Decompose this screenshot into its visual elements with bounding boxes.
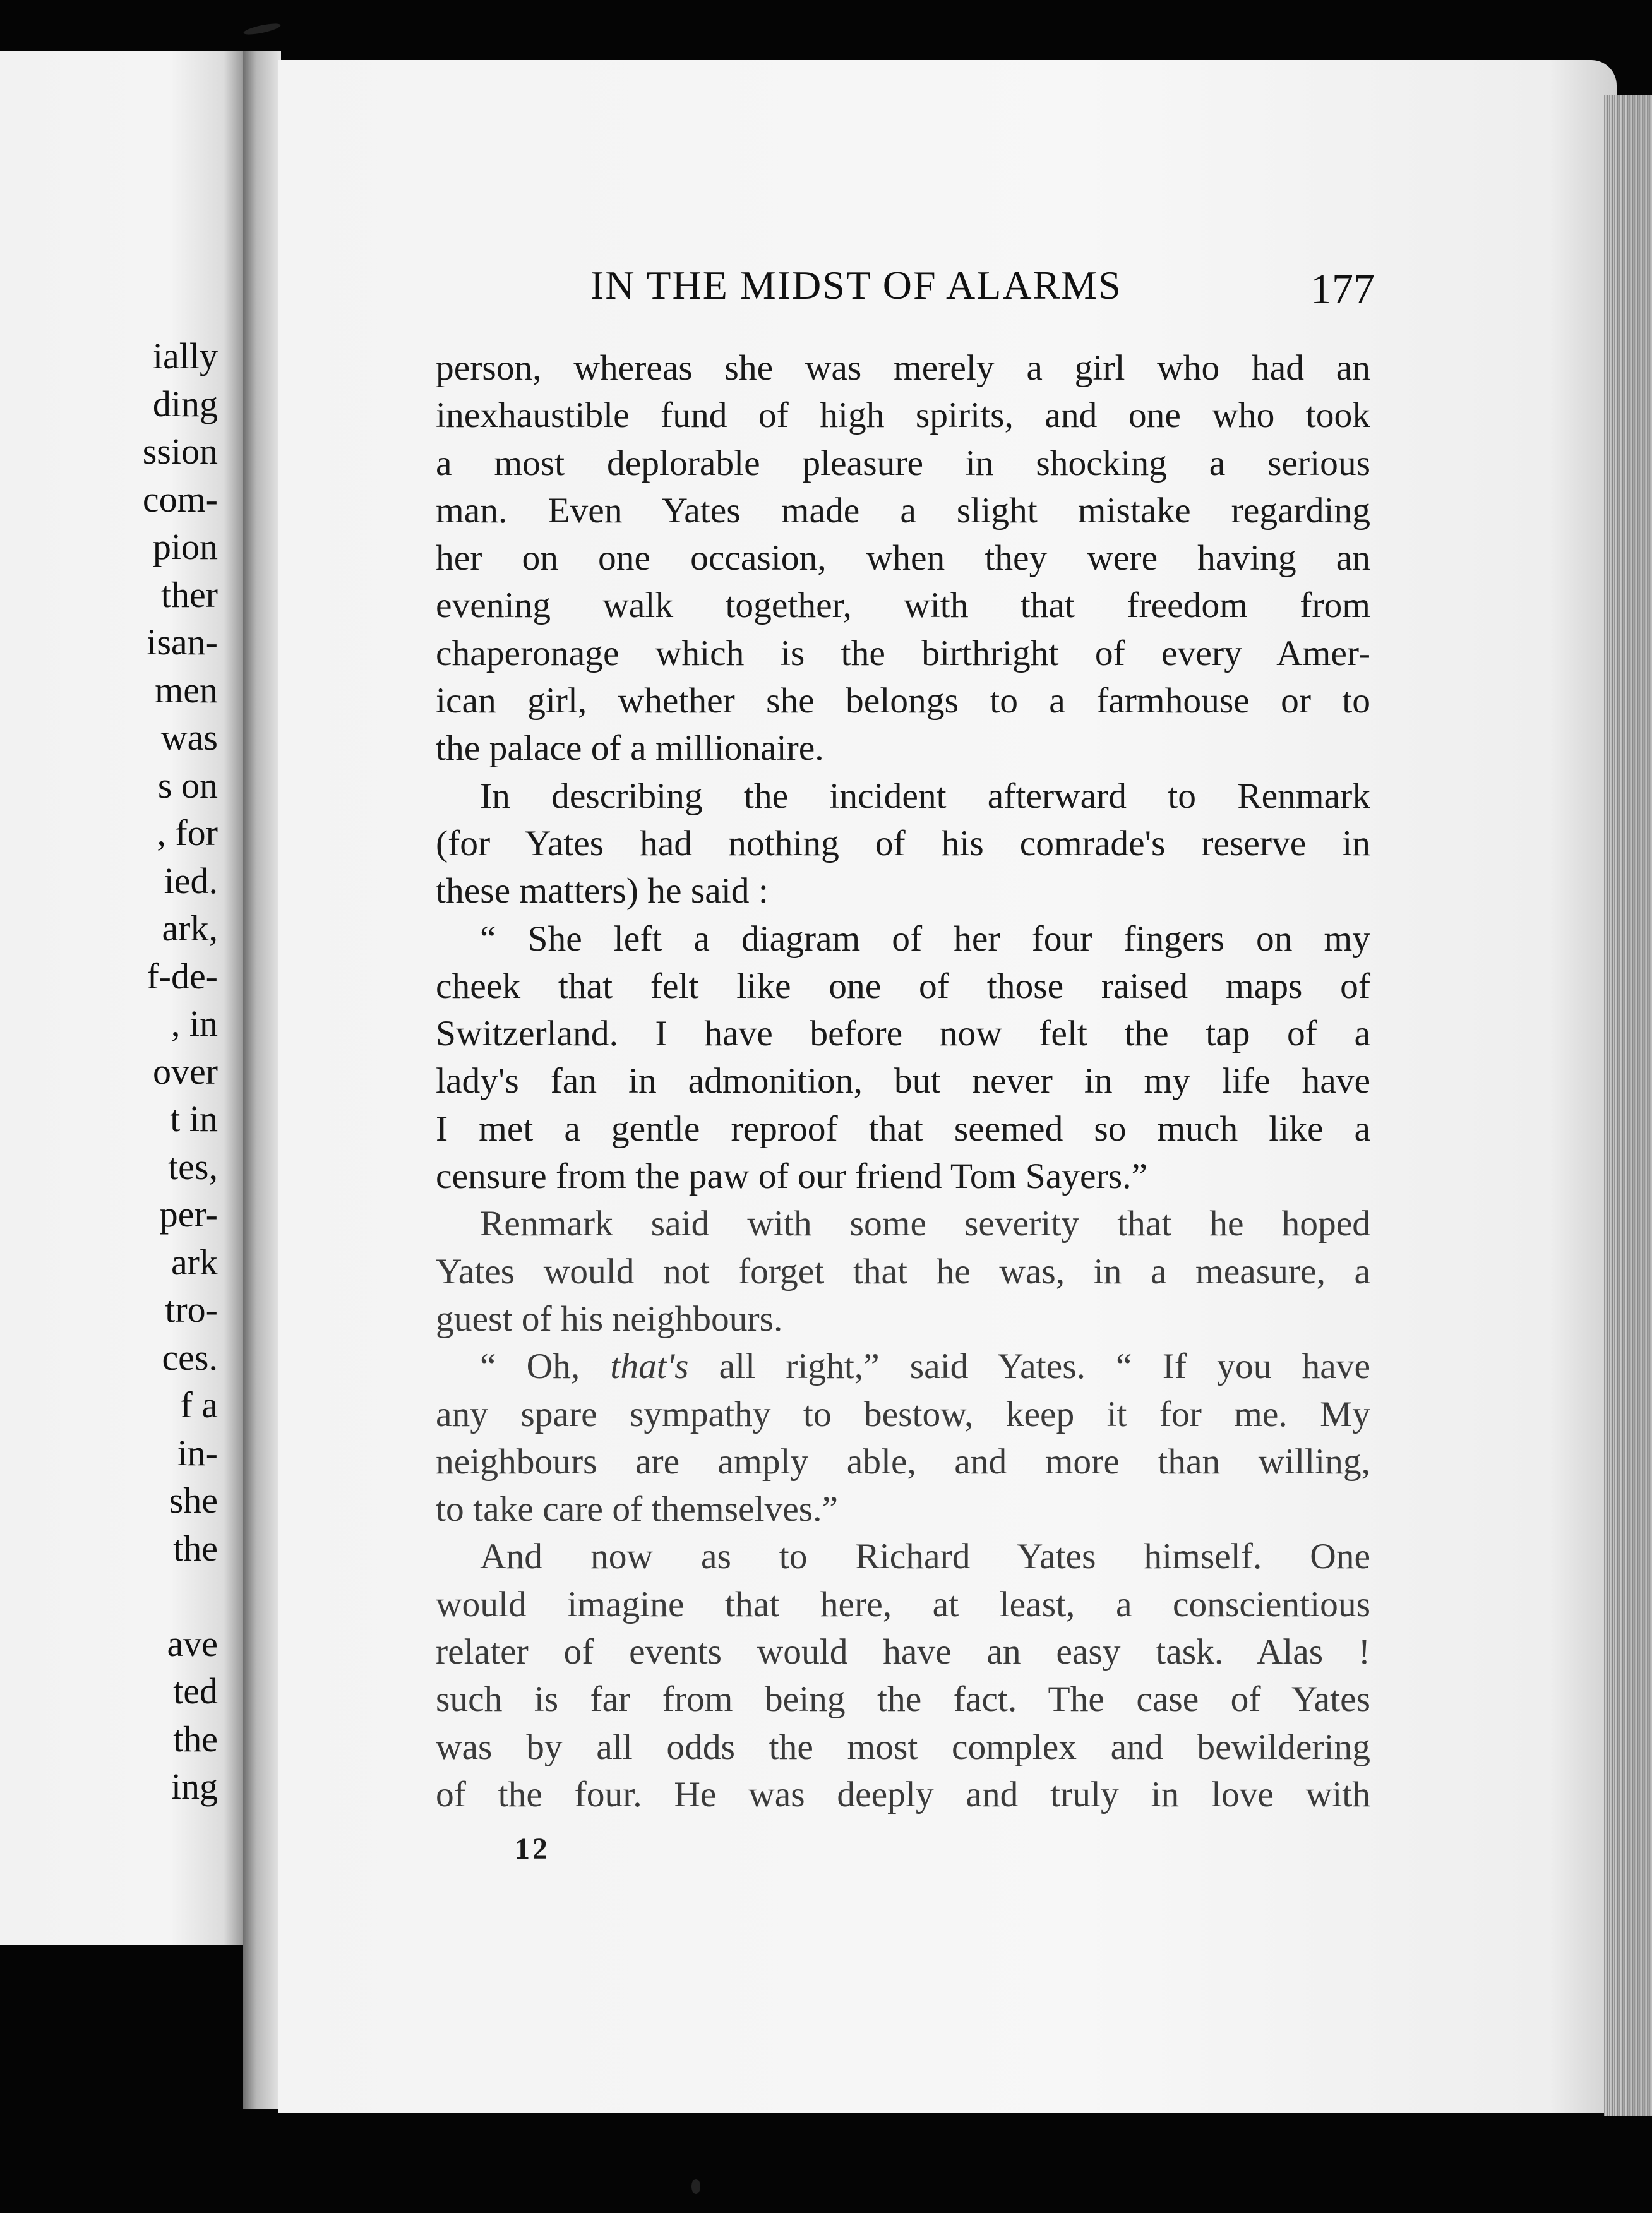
scan-speck [691,2179,700,2194]
left-page-line-fragment: tro- [165,1289,218,1330]
text-line: censure from the paw of our friend Tom Sayers.” [436,1156,1147,1197]
text-line: the palace of a millionaire. [436,728,824,769]
text-line: such is far from being the fact. The case of Yates [436,1679,1370,1720]
text-line: evening walk together, with that freedom from [436,585,1370,626]
left-page-line-fragment: ding [152,383,218,424]
left-page-line-fragment: ces. [162,1336,218,1378]
text-line: these matters) he said : [436,871,769,911]
left-page-line-fragment: , in [171,1003,218,1044]
left-page-line-fragment: ted [173,1670,218,1712]
left-page-line-fragment: she [169,1480,218,1521]
text-line: inexhaustible fund of high spirits, and one who took [436,395,1370,436]
left-page-line-fragment: was [160,717,218,758]
previous-page-strip [0,51,243,1945]
left-page-line-fragment: men [155,669,218,711]
left-page-line-fragment: ark, [162,908,218,949]
left-page-line-fragment: over [152,1050,218,1092]
left-page-line-fragment: the [173,1527,218,1569]
text-line: “ She left a diagram of her four fingers on my [480,918,1370,959]
left-page-line-fragment: tes, [168,1146,218,1187]
left-page-line-fragment: t in [170,1098,218,1139]
text-line: ican girl, whether she belongs to a farmhouse or to [436,681,1370,721]
text-line: a most deplorable pleasure in shocking a serious [436,443,1370,483]
text-line: lady's fan in admonition, but never in my life have [436,1061,1370,1101]
left-page-line-fragment: isan- [147,621,218,663]
left-page-line-fragment: ssion [142,431,218,472]
left-page-line-fragment: per- [159,1194,218,1235]
text-line: Yates would not forget that he was, in a measure, a [436,1251,1370,1292]
text-line: of the four. He was deeply and truly in love with [436,1774,1370,1814]
text-line: person, whereas she was merely a girl who had an [436,348,1370,388]
text-line: relater of events would have an easy task. Alas ! [436,1632,1370,1672]
book-gutter [243,51,281,2109]
text-line: man. Even Yates made a slight mistake regarding [436,490,1370,531]
left-page-line-fragment: f a [180,1384,218,1425]
left-page-line-fragment: pion [152,526,218,567]
left-page-line-fragment: ially [152,335,218,376]
text-line: In describing the incident afterward to Renmark [480,776,1370,816]
left-page-line-fragment: the [173,1718,218,1760]
left-page-line-fragment: , for [157,812,218,853]
left-page-line-fragment: ark [171,1241,218,1283]
text-line: “ Oh, that's all right,” said Yates. “ If you have [480,1346,1370,1387]
text-line: I met a gentle reproof that seemed so much like a [436,1108,1370,1149]
text-line: to take care of themselves.” [436,1489,838,1530]
text-line: neighbours are amply able, and more than willing, [436,1441,1370,1482]
text-line: her on one occasion, when they were having an [436,538,1370,579]
signature-mark: 12 [515,1832,550,1866]
text-line: cheek that felt like one of those raised maps of [436,966,1370,1006]
text-line: Renmark said with some severity that he hoped [480,1204,1370,1244]
left-page-line-fragment: f-de- [147,955,218,997]
left-page-line-fragment: ther [160,573,218,615]
text-line: And now as to Richard Yates himself. One [480,1537,1370,1577]
text-line: (for Yates had nothing of his comrade's reserve in [436,823,1370,863]
text-line: was by all odds the most complex and bewildering [436,1727,1370,1767]
page-number: 177 [1310,265,1375,313]
text-line: would imagine that here, at least, a conscientious [436,1584,1370,1624]
text-line: guest of his neighbours. [436,1298,783,1339]
page-fore-edge [1604,95,1652,2116]
text-line: chaperonage which is the birthright of every Amer- [436,633,1370,673]
left-page-line-fragment: ave [167,1622,218,1664]
text-line: Switzerland. I have before now felt the tap of a [436,1014,1370,1054]
left-page-line-fragment: ing [171,1766,218,1807]
left-page-line-fragment: com- [142,478,218,520]
left-page-line-fragment: ied. [164,860,218,901]
body-text [436,344,1370,1818]
left-page-line-fragment: in- [177,1432,218,1473]
running-head: IN THE MIDST OF ALARMS [590,263,1122,308]
text-line: any spare sympathy to bestow, keep it for me. My [436,1394,1370,1434]
left-page-line-fragment: s on [157,764,218,806]
